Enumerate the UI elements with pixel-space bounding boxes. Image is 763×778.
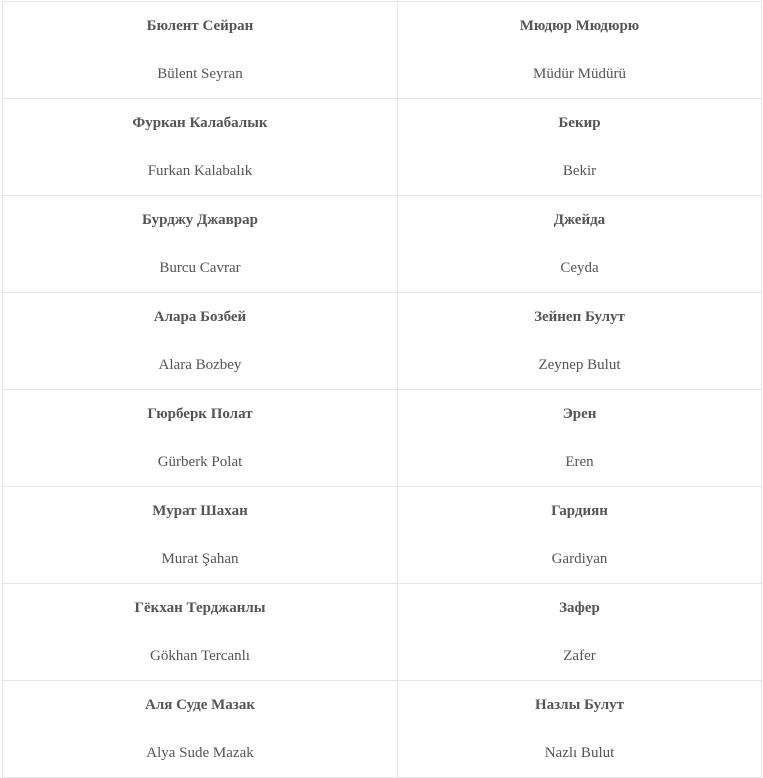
table-cell [3, 681, 398, 777]
name-cyrillic: Гюрберк Полат [147, 406, 253, 422]
table-cell [398, 99, 762, 195]
name-latin: Eren [565, 454, 594, 470]
table-row [3, 196, 762, 293]
table-cell [3, 2, 398, 98]
table-row [3, 584, 762, 681]
name-cyrillic: Зейнеп Булут [534, 309, 625, 325]
name-latin: Gürberk Polat [157, 454, 243, 470]
table-cell [3, 99, 398, 195]
table-row [3, 487, 762, 584]
name-latin: Alara Bozbey [158, 357, 242, 373]
table-cell [3, 293, 398, 389]
table-cell [398, 196, 762, 292]
table-cell [398, 293, 762, 389]
name-latin: Bülent Seyran [157, 66, 243, 82]
table-cell [398, 2, 762, 98]
table-cell [398, 584, 762, 680]
name-latin: Nazlı Bulut [544, 745, 615, 761]
name-latin: Burcu Cavrar [159, 260, 241, 276]
name-cyrillic: Мурат Шахан [152, 503, 248, 519]
name-latin: Murat Şahan [161, 551, 239, 567]
name-cyrillic: Эрен [562, 406, 597, 422]
name-cyrillic: Бекир [558, 115, 601, 131]
name-latin: Müdür Müdürü [533, 66, 626, 82]
table-cell [3, 487, 398, 583]
name-latin: Zeynep Bulut [538, 357, 621, 373]
name-cyrillic: Мюдюр Мюдюрю [519, 18, 640, 34]
table-row [3, 99, 762, 196]
cast-table [2, 1, 762, 778]
name-latin: Gökhan Tercanlı [150, 648, 250, 664]
name-latin: Furkan Kalabalık [147, 163, 253, 179]
name-cyrillic: Аля Суде Мазак [145, 697, 255, 713]
name-cyrillic: Бурджу Джаврар [142, 212, 258, 228]
table-row [3, 681, 762, 778]
name-cyrillic: Джейда [553, 212, 606, 228]
table-row [3, 390, 762, 487]
name-cyrillic: Фуркан Калабалык [132, 115, 268, 131]
table-cell [3, 390, 398, 486]
name-cyrillic: Бюлент Сейран [146, 18, 254, 34]
name-cyrillic: Гардиян [551, 503, 608, 519]
name-latin: Zafer [563, 648, 596, 664]
name-latin: Alya Sude Mazak [146, 745, 254, 761]
table-cell [3, 584, 398, 680]
table-cell [398, 681, 762, 777]
name-cyrillic: Гёкхан Терджанлы [134, 600, 266, 616]
name-latin: Bekir [562, 163, 597, 179]
name-cyrillic: Назлы Булут [534, 697, 625, 713]
table-cell [398, 390, 762, 486]
table-cell [3, 196, 398, 292]
table-row [3, 293, 762, 390]
name-latin: Gardiyan [551, 551, 608, 567]
table-row [3, 2, 762, 99]
name-cyrillic: Алара Бозбей [153, 309, 247, 325]
name-latin: Ceyda [560, 260, 599, 276]
name-cyrillic: Зафер [559, 600, 600, 616]
table-cell [398, 487, 762, 583]
